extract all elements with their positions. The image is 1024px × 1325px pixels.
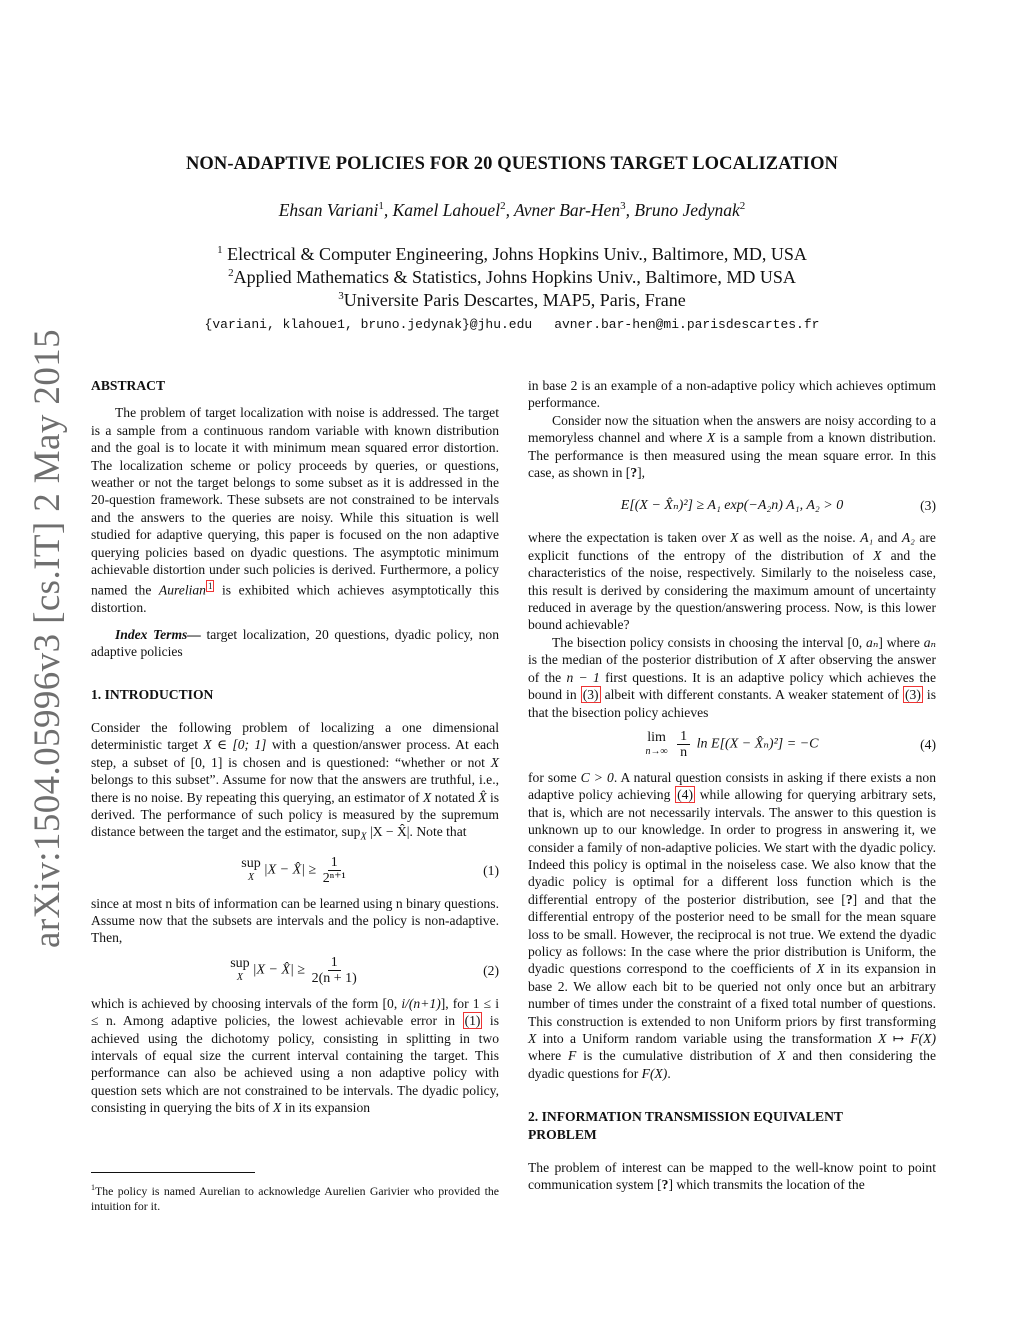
- footnote-rule: [91, 1172, 255, 1173]
- section-2-heading: 2. INFORMATION TRANSMISSION EQUIVALENT PROBLEM: [528, 1109, 843, 1142]
- citation[interactable]: ?: [661, 1177, 669, 1193]
- aurelian-term: Aurelian: [158, 583, 206, 598]
- equation-number: (3): [920, 497, 936, 513]
- right-paragraph-5: for some C > 0. A natural question consists in asking if there exists a non adaptive policy achieving (4) while allowing for querying arbitrary sets, that is, which are not necessarily intervals. The answer to this question is unknown up to our knowledge. In order to progress in answering it, we consider a family of non-adaptive policies. We start with the dyadic policy. Indeed this policy is optimal in the noiseless case. We also know that the dyadic policy is optimal for a different loss function which is the differential entropy of the posterior distribution, see [?] and that the differential entropy of the posterior need to be small for the mean square loss to be small. However, the reciprocal is not true. We extend the dyadic policy as follows: In the case where the prior distribution is Uniform, the dyadic questions correspond to the coefficients of X in its expansion in base 2. We allow each bit to be queried not only once but an arbitrary number of times under the constraint of a fixed total number of questions. This construction is extended to non Uniform priors by first transforming X into a Uniform random variable using the transformation X ↦ F(X) where F is the cumulative distribution of X and then considering the dyadic questions for F(X).: [528, 769, 937, 1081]
- arxiv-stamp: arXiv:1504.05996v3 [cs.IT] 2 May 2015: [27, 328, 68, 948]
- affiliation-2: [0, 267, 1024, 288]
- citation[interactable]: ?: [845, 891, 853, 907]
- affil-mark: 3: [338, 290, 344, 302]
- footnote: $^1$The policy is named Aurelian to acknowledge Aurelien Garivier who provided the intuition for it.: [91, 1183, 499, 1213]
- email-line: [0, 317, 1024, 332]
- equation-3: E[(X − X̂ₙ)²] ≥ A₁ exp(−A₂n) A₁, A₂ > 0 (3): [620, 497, 936, 513]
- right-paragraph-6: The problem of interest can be mapped to the well-know point to point communication system [?] which transmits the location of the: [528, 1160, 936, 1193]
- right-paragraph-1: in base 2 is an example of a non-adaptive policy which achieves optimum performance.: [528, 378, 936, 411]
- author-affil-mark: 2: [739, 200, 746, 213]
- author-affil-mark: 1: [378, 200, 384, 213]
- equation-number: (2): [483, 963, 499, 979]
- equation-number: (1): [483, 862, 499, 878]
- citation[interactable]: ?: [630, 465, 638, 481]
- section-1-heading: 1. INTRODUCTION: [91, 686, 214, 702]
- affiliation-1: [0, 244, 1024, 265]
- affil-text: Electrical & Computer Engineering, Johns Hopkins Univ., Baltimore, MD, USA: [222, 244, 807, 264]
- equation-2: sup X |X − X̂| ≥ $\frac{1}{2(n + 1)}$ (2): [230, 955, 499, 987]
- equation-1: sup X |X − X̂| ≥ $\frac{1}{\text{2ⁿ⁺¹}}$ (1): [241, 855, 499, 887]
- equation-number: (4): [920, 737, 936, 753]
- author-name: Avner Bar-Hen: [514, 200, 621, 220]
- intro-paragraph-3: which is achieved by choosing intervals of the form [0, i/(n+1)], for 1 ≤ i ≤ n. Among adaptive policies, the lowest achievable error in (1) is achieved using the dichotomy policy, consisting in splitting in two intervals of equal size the current interval containing the target. This performance can also be achieved using a non adaptive policy with question sets which are not constrained to be intervals. The dyadic policy, consisting in querying the bits of X in its expansion: [91, 995, 500, 1116]
- email-jhu[interactable]: {variani, klahoue1, bruno.jedynak}@jhu.edu: [204, 317, 533, 332]
- affiliation-3: [0, 290, 1024, 311]
- equation-ref-3[interactable]: (3): [582, 687, 599, 703]
- right-paragraph-3: where the expectation is taken over X as well as the noise. A₁ and A₂ are explicit functions of the entropy of the distribution of X and the characteristics of the noise, respectively. Similarly to the noiseless case, this result is derived by considering the maximum amount of uncertainty reduced in average by the question/answering process. Now, is this lower bound achievable?: [528, 530, 936, 633]
- author-affil-mark: 3: [620, 200, 626, 213]
- index-terms-label: Index Terms—: [115, 626, 201, 642]
- intro-paragraph-2: since at most n bits of information can be learned using n binary questions. Assume now that the subsets are intervals and the policy is non-adaptive. Then,: [91, 895, 499, 946]
- author-affil-mark: 2: [500, 200, 506, 213]
- author-list: Ehsan Variani$^1$, Kamel Lahouel$^2$, Avner Bar-Hen$^3$, Bruno Jedynak$^2$: [278, 200, 746, 220]
- left-column: [91, 377, 499, 1117]
- affil-text: Applied Mathematics & Statistics, Johns Hopkins Univ., Baltimore, MD USA: [233, 267, 796, 287]
- footnote-mark: 1: [91, 1183, 95, 1192]
- author-name: Bruno Jedynak: [634, 200, 740, 220]
- affil-mark: 1: [217, 244, 223, 256]
- equation-4: lim n→∞ $\frac{1}{n}$ ln E[(X − X̂ₙ)²] = −C (4): [645, 729, 936, 761]
- paper-title: NON-ADAPTIVE POLICIES FOR 20 QUESTIONS TARGET LOCALIZATION: [185, 154, 839, 174]
- right-paragraph-4: The bisection policy consists in choosing the interval [0, aₙ] where aₙ is the median of the posterior distribution of X after observing the answer of the n − 1 first questions. It is an adaptive policy which achieves the bound in (3) albeit with different constants. A weaker statement of (3) is that the bisection policy achieves: [528, 634, 936, 720]
- equation-ref-4[interactable]: (4): [677, 787, 693, 803]
- equation-ref-1[interactable]: (1): [464, 1013, 481, 1029]
- author-name: Kamel Lahouel: [392, 200, 501, 220]
- intro-paragraph-1: Consider the following problem of localizing a one dimensional deterministic target X ∈ [0; 1] with a question/answer process. At each step, a subset of [0, 1] is chosen and is questioned: “whether or not X belongs to this subset”. Assume for now that the answers are truthful, i.e., there is no noise. By repeating this querying, an estimator of X notated X̂ is derived. The performance of such policy is measured by the supremum distance between the target and the estimator, sup$_X$ |X − X̂|. Note that: [91, 720, 500, 844]
- email-paris[interactable]: avner.bar-hen@mi.parisdescartes.fr: [554, 317, 820, 332]
- abstract-body: The problem of target localization with noise is addressed. The target is a sample from a continuous random variable with known distribution and the goal is to locate it with minimum mean squared error distortion. The localization scheme or policy proceeds by queries, or questions, weather or not the target belongs to some subset as it is addressed in the 20-question framework. These subsets are not constrained to be intervals and the answers to the queries are noisy. While this situation is well studied for adaptive querying, this paper is focused on the non adaptive querying policies based on dyadic questions. The asymptotic minimum achievable distortion under such policies is derived. Furthermore, a policy named the Aurelian $^1$ is exhibited which achieves asymptotically this distortion.: [91, 405, 499, 616]
- equation-ref-3[interactable]: (3): [905, 687, 921, 703]
- abstract-heading: ABSTRACT: [91, 378, 166, 393]
- right-paragraph-2: Consider now the situation when the answers are noisy according to a memoryless channel and where X is a sample from a known distribution. The performance is then measured using the mean square error. In this case, as shown in [?],: [528, 412, 936, 481]
- index-terms: Index Terms— target localization, 20 questions, dyadic policy, non adaptive policies: [91, 626, 499, 660]
- affil-mark: 2: [228, 267, 234, 279]
- affil-text: Universite Paris Descartes, MAP5, Paris, Frane: [343, 290, 686, 310]
- footnote-link[interactable]: 1: [207, 581, 213, 592]
- author-name: Ehsan Variani: [278, 200, 379, 220]
- right-column: [528, 377, 936, 1194]
